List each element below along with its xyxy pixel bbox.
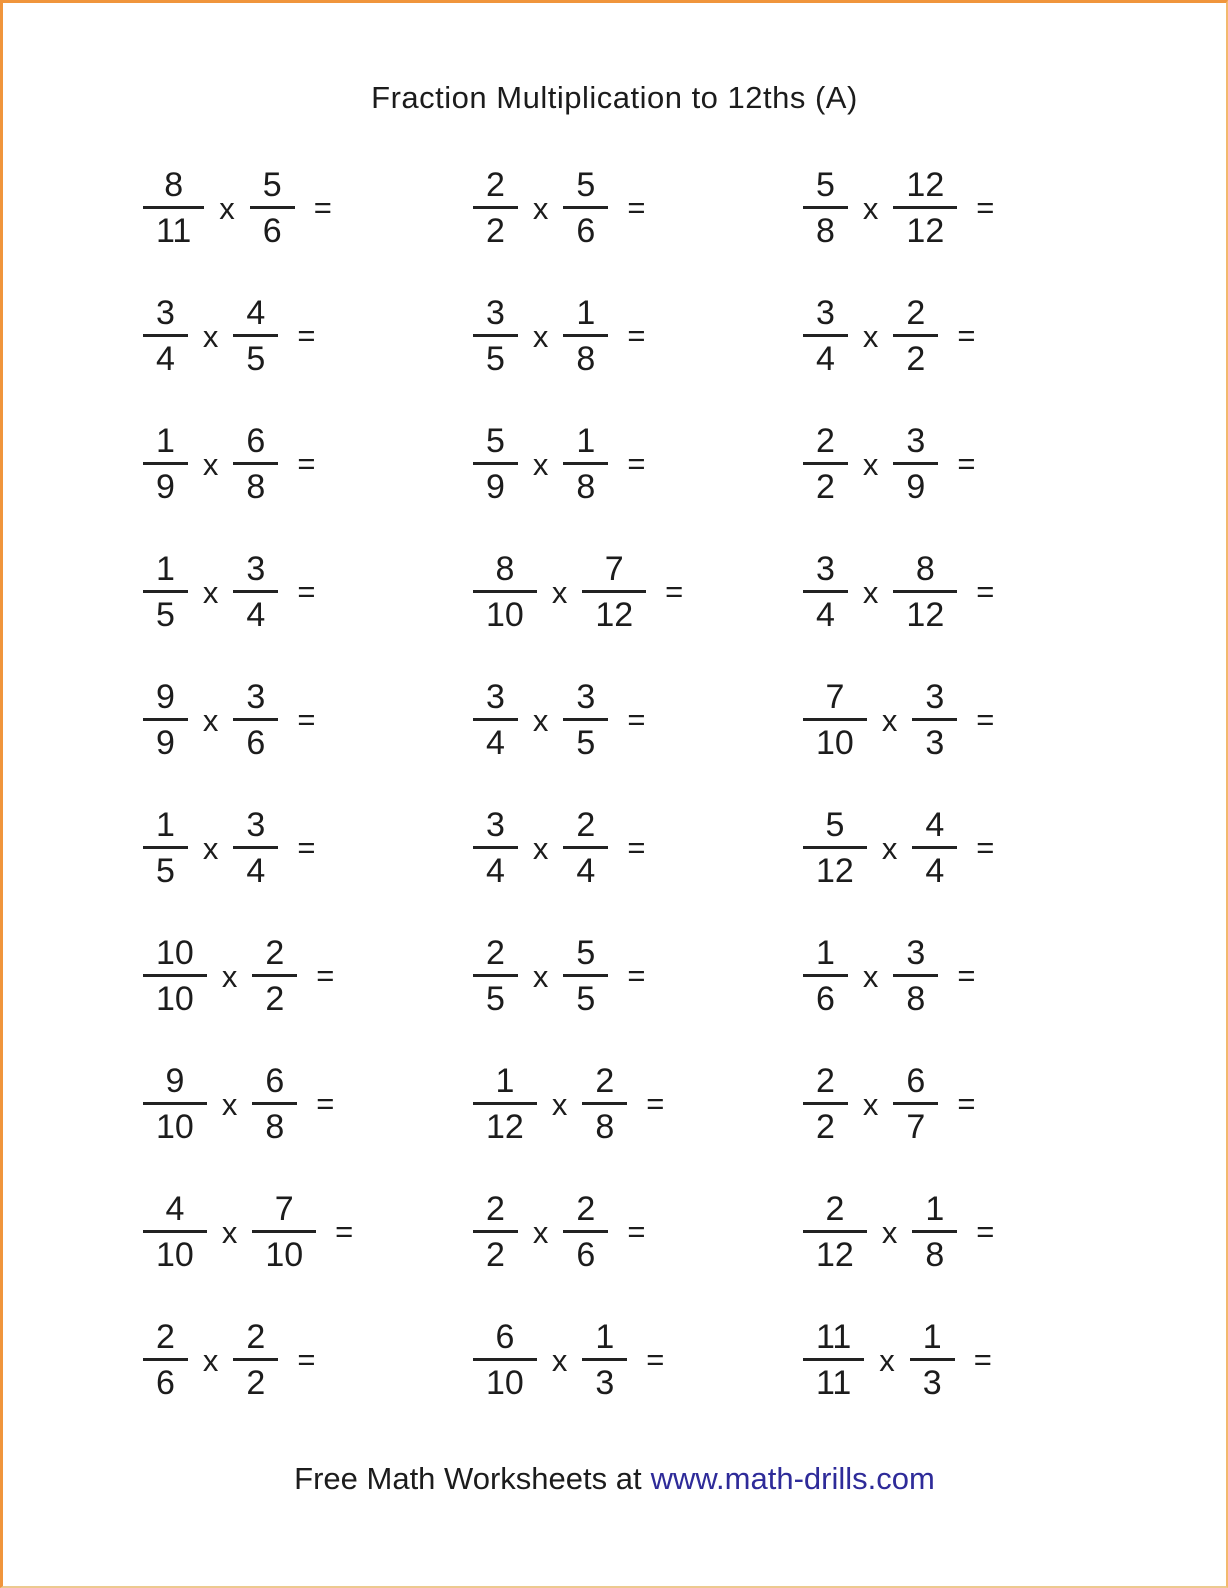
denominator: 6 — [816, 980, 835, 1018]
problem-r8-c3 — [803, 1064, 1133, 1144]
fraction-left — [803, 552, 848, 632]
fraction-left — [473, 168, 518, 248]
numerator: 4 — [912, 808, 957, 849]
fraction-left — [473, 296, 518, 376]
problem-r6-c3 — [803, 808, 1133, 888]
equals-sign: = — [957, 958, 976, 993]
footer — [3, 1460, 1226, 1497]
fraction-right — [563, 296, 608, 376]
problem-r9-c2 — [473, 1192, 803, 1272]
fraction-right — [910, 1320, 955, 1400]
denominator: 10 — [816, 724, 854, 762]
fraction-left — [803, 168, 848, 248]
numerator: 2 — [893, 296, 938, 337]
fraction-right — [233, 808, 278, 888]
fraction-right — [893, 1064, 938, 1144]
denominator: 4 — [486, 724, 505, 762]
problem-r7-c2 — [473, 936, 803, 1016]
numerator: 3 — [233, 808, 278, 849]
problem-r10-c3 — [803, 1320, 1133, 1400]
problem-r1-c1 — [143, 168, 473, 248]
multiply-sign: x — [221, 1215, 238, 1250]
fraction-right — [893, 296, 938, 376]
multiply-sign: x — [862, 575, 879, 610]
fraction-left — [803, 680, 867, 760]
multiply-sign: x — [862, 191, 879, 226]
numerator: 2 — [143, 1320, 188, 1361]
fraction-left — [473, 424, 518, 504]
equals-sign: = — [297, 446, 316, 481]
fraction-right — [582, 552, 646, 632]
fraction-left — [473, 808, 518, 888]
multiply-sign: x — [862, 1087, 879, 1122]
fraction-right — [893, 424, 938, 504]
denominator: 9 — [906, 468, 926, 506]
footer-text: Free Math Worksheets at — [294, 1461, 642, 1496]
denominator: 5 — [156, 596, 175, 634]
fraction-right — [563, 680, 608, 760]
fraction-left — [143, 680, 188, 760]
multiply-sign: x — [551, 1343, 568, 1378]
multiply-sign: x — [532, 959, 549, 994]
denominator: 2 — [816, 468, 835, 506]
fraction-left — [473, 1320, 537, 1400]
numerator: 1 — [910, 1320, 955, 1361]
denominator: 12 — [595, 596, 634, 634]
multiply-sign: x — [532, 191, 549, 226]
equals-sign: = — [646, 1086, 665, 1121]
problem-r8-c1 — [143, 1064, 473, 1144]
denominator: 4 — [925, 852, 945, 890]
denominator: 2 — [486, 212, 505, 250]
problem-r6-c2 — [473, 808, 803, 888]
denominator: 2 — [486, 1236, 505, 1274]
denominator: 5 — [246, 340, 266, 378]
numerator: 3 — [143, 296, 188, 337]
denominator: 11 — [156, 212, 192, 250]
problem-r7-c3 — [803, 936, 1133, 1016]
problem-r10-c1 — [143, 1320, 473, 1400]
denominator: 2 — [265, 980, 285, 1018]
numerator: 9 — [143, 1064, 207, 1105]
fraction-left — [803, 1064, 848, 1144]
denominator: 10 — [156, 980, 194, 1018]
denominator: 6 — [156, 1364, 175, 1402]
multiply-sign: x — [532, 703, 549, 738]
denominator: 5 — [486, 340, 505, 378]
equals-sign: = — [976, 830, 995, 865]
numerator: 1 — [143, 424, 188, 465]
denominator: 2 — [246, 1364, 266, 1402]
equals-sign: = — [957, 446, 976, 481]
numerator: 6 — [473, 1320, 537, 1361]
problem-r3-c3 — [803, 424, 1133, 504]
denominator: 4 — [816, 596, 835, 634]
equals-sign: = — [316, 958, 335, 993]
problem-r5-c2 — [473, 680, 803, 760]
denominator: 12 — [906, 212, 945, 250]
numerator: 2 — [803, 1192, 867, 1233]
fraction-left — [803, 936, 848, 1016]
numerator: 2 — [233, 1320, 278, 1361]
fraction-right — [563, 808, 608, 888]
multiply-sign: x — [862, 959, 879, 994]
fraction-right — [893, 936, 938, 1016]
multiply-sign: x — [221, 959, 238, 994]
numerator: 4 — [233, 296, 278, 337]
fraction-left — [143, 296, 188, 376]
equals-sign: = — [297, 1342, 316, 1377]
fraction-left — [143, 808, 188, 888]
problem-r4-c2 — [473, 552, 803, 632]
fraction-right — [252, 1064, 297, 1144]
equals-sign: = — [976, 702, 995, 737]
fraction-right — [233, 1320, 278, 1400]
problem-r4-c1 — [143, 552, 473, 632]
multiply-sign: x — [881, 831, 898, 866]
numerator: 3 — [803, 296, 848, 337]
numerator: 2 — [252, 936, 297, 977]
denominator: 8 — [246, 468, 266, 506]
denominator: 10 — [156, 1108, 194, 1146]
denominator: 8 — [595, 1108, 615, 1146]
numerator: 3 — [563, 680, 608, 721]
fraction-right — [233, 424, 278, 504]
numerator: 2 — [473, 936, 518, 977]
equals-sign: = — [627, 190, 646, 225]
denominator: 2 — [906, 340, 926, 378]
multiply-sign: x — [532, 447, 549, 482]
numerator: 3 — [473, 296, 518, 337]
denominator: 4 — [156, 340, 175, 378]
equals-sign: = — [976, 1214, 995, 1249]
numerator: 3 — [473, 680, 518, 721]
denominator: 10 — [486, 596, 524, 634]
multiply-sign: x — [551, 1087, 568, 1122]
denominator: 10 — [265, 1236, 304, 1274]
multiply-sign: x — [881, 703, 898, 738]
numerator: 7 — [803, 680, 867, 721]
numerator: 1 — [143, 808, 188, 849]
denominator: 6 — [576, 212, 596, 250]
fraction-left — [473, 680, 518, 760]
problem-r3-c2 — [473, 424, 803, 504]
equals-sign: = — [957, 318, 976, 353]
problem-r5-c1 — [143, 680, 473, 760]
fraction-left — [473, 552, 537, 632]
fraction-right — [912, 808, 957, 888]
denominator: 6 — [246, 724, 266, 762]
problems-grid — [3, 144, 1226, 1424]
fraction-left — [803, 424, 848, 504]
equals-sign: = — [627, 702, 646, 737]
numerator: 1 — [803, 936, 848, 977]
numerator: 5 — [803, 808, 867, 849]
numerator: 3 — [912, 680, 957, 721]
numerator: 2 — [563, 808, 608, 849]
numerator: 1 — [143, 552, 188, 593]
fraction-left — [473, 1192, 518, 1272]
numerator: 1 — [563, 296, 608, 337]
numerator: 3 — [473, 808, 518, 849]
denominator: 10 — [156, 1236, 194, 1274]
fraction-right — [563, 936, 608, 1016]
numerator: 2 — [803, 1064, 848, 1105]
equals-sign: = — [665, 574, 684, 609]
denominator: 9 — [486, 468, 505, 506]
fraction-left — [473, 1064, 537, 1144]
numerator: 5 — [473, 424, 518, 465]
numerator: 10 — [143, 936, 207, 977]
fraction-right — [563, 424, 608, 504]
fraction-left — [473, 936, 518, 1016]
denominator: 12 — [906, 596, 945, 634]
denominator: 12 — [486, 1108, 524, 1146]
denominator: 7 — [906, 1108, 926, 1146]
numerator: 3 — [893, 424, 938, 465]
denominator: 3 — [922, 1364, 942, 1402]
problem-r1-c3 — [803, 168, 1133, 248]
denominator: 8 — [576, 340, 596, 378]
denominator: 5 — [576, 724, 596, 762]
denominator: 5 — [486, 980, 505, 1018]
denominator: 5 — [576, 980, 596, 1018]
multiply-sign: x — [219, 191, 235, 226]
fraction-left — [143, 1320, 188, 1400]
multiply-sign: x — [551, 575, 568, 610]
numerator: 2 — [803, 424, 848, 465]
denominator: 9 — [156, 468, 175, 506]
multiply-sign: x — [532, 319, 549, 354]
multiply-sign: x — [532, 831, 549, 866]
equals-sign: = — [627, 446, 646, 481]
numerator: 6 — [252, 1064, 297, 1105]
denominator: 4 — [816, 340, 835, 378]
equals-sign: = — [973, 1342, 992, 1377]
fraction-left — [143, 424, 188, 504]
denominator: 8 — [925, 1236, 945, 1274]
fraction-left — [803, 1320, 864, 1400]
numerator: 8 — [473, 552, 537, 593]
numerator: 3 — [233, 552, 278, 593]
denominator: 4 — [576, 852, 596, 890]
equals-sign: = — [297, 318, 316, 353]
fraction-left — [803, 296, 848, 376]
fraction-right — [563, 168, 608, 248]
numerator: 1 — [563, 424, 608, 465]
fraction-right — [252, 1192, 316, 1272]
numerator: 5 — [803, 168, 848, 209]
numerator: 6 — [233, 424, 278, 465]
numerator: 6 — [893, 1064, 938, 1105]
numerator: 8 — [893, 552, 957, 593]
denominator: 12 — [816, 852, 854, 890]
equals-sign: = — [627, 830, 646, 865]
denominator: 6 — [262, 212, 282, 250]
denominator: 12 — [816, 1236, 854, 1274]
problem-r9-c3 — [803, 1192, 1133, 1272]
fraction-right — [250, 168, 295, 248]
footer-link[interactable]: www.math-drills.com — [650, 1461, 935, 1496]
problem-r2-c1 — [143, 296, 473, 376]
denominator: 8 — [576, 468, 596, 506]
equals-sign: = — [627, 318, 646, 353]
multiply-sign: x — [879, 1343, 895, 1378]
denominator: 9 — [156, 724, 175, 762]
multiply-sign: x — [202, 319, 219, 354]
numerator: 7 — [582, 552, 646, 593]
fraction-left — [143, 1064, 207, 1144]
equals-sign: = — [316, 1086, 335, 1121]
fraction-left — [143, 936, 207, 1016]
equals-sign: = — [627, 958, 646, 993]
fraction-left — [803, 808, 867, 888]
fraction-right — [252, 936, 297, 1016]
numerator: 8 — [143, 168, 204, 209]
multiply-sign: x — [862, 319, 879, 354]
fraction-right — [912, 1192, 957, 1272]
fraction-right — [893, 168, 957, 248]
equals-sign: = — [313, 190, 332, 225]
equals-sign: = — [976, 190, 995, 225]
multiply-sign: x — [202, 575, 219, 610]
fraction-right — [233, 552, 278, 632]
multiply-sign: x — [202, 831, 219, 866]
equals-sign: = — [297, 574, 316, 609]
denominator: 8 — [816, 212, 835, 250]
problem-r2-c3 — [803, 296, 1133, 376]
numerator: 5 — [563, 168, 608, 209]
equals-sign: = — [957, 1086, 976, 1121]
numerator: 4 — [143, 1192, 207, 1233]
problem-r1-c2 — [473, 168, 803, 248]
problem-r6-c1 — [143, 808, 473, 888]
fraction-right — [912, 680, 957, 760]
numerator: 1 — [582, 1320, 627, 1361]
denominator: 4 — [246, 596, 266, 634]
numerator: 2 — [473, 1192, 518, 1233]
denominator: 2 — [816, 1108, 835, 1146]
denominator: 8 — [265, 1108, 285, 1146]
multiply-sign: x — [862, 447, 879, 482]
numerator: 2 — [563, 1192, 608, 1233]
numerator: 3 — [233, 680, 278, 721]
equals-sign: = — [976, 574, 995, 609]
numerator: 5 — [563, 936, 608, 977]
numerator: 11 — [803, 1320, 864, 1361]
problem-r8-c2 — [473, 1064, 803, 1144]
denominator: 8 — [906, 980, 926, 1018]
problem-r5-c3 — [803, 680, 1133, 760]
fraction-right — [582, 1064, 627, 1144]
multiply-sign: x — [532, 1215, 549, 1250]
equals-sign: = — [297, 830, 316, 865]
multiply-sign: x — [881, 1215, 898, 1250]
equals-sign: = — [646, 1342, 665, 1377]
problem-r3-c1 — [143, 424, 473, 504]
fraction-left — [143, 1192, 207, 1272]
problem-r2-c2 — [473, 296, 803, 376]
fraction-left — [143, 552, 188, 632]
denominator: 3 — [595, 1364, 615, 1402]
multiply-sign: x — [202, 1343, 219, 1378]
denominator: 4 — [486, 852, 505, 890]
fraction-right — [893, 552, 957, 632]
multiply-sign: x — [202, 447, 219, 482]
equals-sign: = — [627, 1214, 646, 1249]
equals-sign: = — [335, 1214, 354, 1249]
numerator: 5 — [250, 168, 295, 209]
fraction-right — [582, 1320, 627, 1400]
fraction-left — [803, 1192, 867, 1272]
denominator: 10 — [486, 1364, 524, 1402]
fraction-left — [143, 168, 204, 248]
denominator: 11 — [816, 1364, 852, 1402]
problem-r10-c2 — [473, 1320, 803, 1400]
denominator: 4 — [246, 852, 266, 890]
numerator: 12 — [893, 168, 957, 209]
fraction-right — [233, 296, 278, 376]
problem-r7-c1 — [143, 936, 473, 1016]
numerator: 3 — [803, 552, 848, 593]
numerator: 2 — [582, 1064, 627, 1105]
fraction-right — [563, 1192, 608, 1272]
denominator: 5 — [156, 852, 175, 890]
denominator: 6 — [576, 1236, 596, 1274]
fraction-right — [233, 680, 278, 760]
multiply-sign: x — [202, 703, 219, 738]
numerator: 1 — [912, 1192, 957, 1233]
denominator: 3 — [925, 724, 945, 762]
multiply-sign: x — [221, 1087, 238, 1122]
page-title: Fraction Multiplication to 12ths (A) — [371, 80, 858, 115]
equals-sign: = — [297, 702, 316, 737]
problem-r9-c1 — [143, 1192, 473, 1272]
numerator: 2 — [473, 168, 518, 209]
numerator: 7 — [252, 1192, 316, 1233]
problem-r4-c3 — [803, 552, 1133, 632]
numerator: 1 — [473, 1064, 537, 1105]
numerator: 3 — [893, 936, 938, 977]
numerator: 9 — [143, 680, 188, 721]
